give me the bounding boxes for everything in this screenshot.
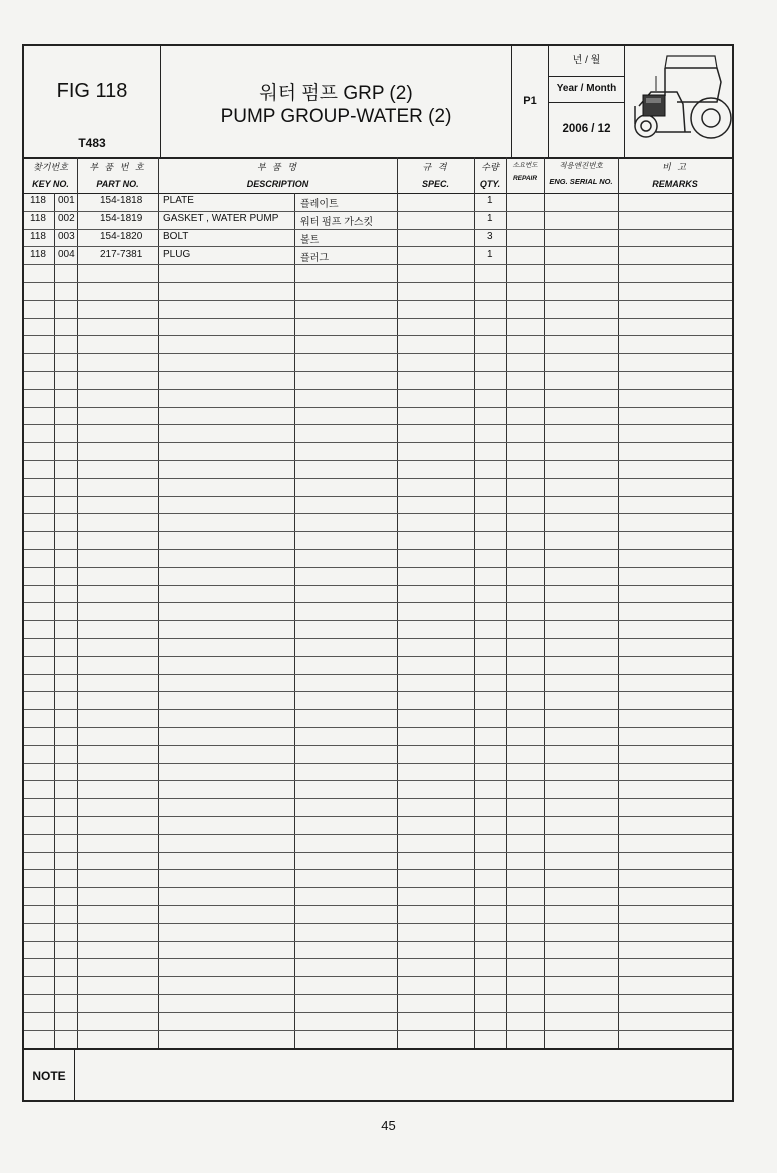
row-desc-ko: 플레이트 bbox=[300, 199, 339, 210]
grid-hline bbox=[24, 869, 732, 870]
date-label-english: Year / Month bbox=[549, 76, 624, 103]
grid-hline bbox=[24, 335, 732, 336]
table-row bbox=[24, 193, 732, 211]
tractor-icon bbox=[625, 46, 732, 157]
grid-hline bbox=[24, 567, 732, 568]
grid-hline bbox=[24, 798, 732, 799]
row-qty: 1 bbox=[487, 195, 493, 206]
row-desc-en: BOLT bbox=[163, 231, 189, 242]
row-key: 001 bbox=[58, 195, 75, 206]
row-fig: 118 bbox=[30, 195, 46, 206]
grid-hline bbox=[24, 424, 732, 425]
table-row bbox=[24, 247, 732, 265]
row-part: 154-1820 bbox=[100, 231, 143, 242]
grid-hline bbox=[24, 389, 732, 390]
col-part bbox=[77, 157, 158, 193]
row-part: 217-7381 bbox=[100, 249, 143, 260]
col-spec bbox=[397, 157, 474, 193]
row-desc-en: PLATE bbox=[163, 195, 194, 206]
title-english: PUMP GROUP-WATER (2) bbox=[220, 106, 452, 127]
grid-hline bbox=[24, 531, 732, 532]
grid-hline bbox=[24, 353, 732, 354]
grid-hline bbox=[24, 478, 732, 479]
col-key-ko: 찾기번호 bbox=[33, 162, 68, 172]
col-desc-en: DESCRIPTION bbox=[246, 179, 309, 189]
grid-hline bbox=[24, 300, 732, 301]
col-key-en: KEY NO. bbox=[32, 179, 69, 189]
grid-hline bbox=[24, 638, 732, 639]
grid-hline bbox=[24, 513, 732, 514]
grid-hline bbox=[24, 852, 732, 853]
col-spec-ko: 규 격 bbox=[422, 162, 449, 172]
grid-hline bbox=[24, 549, 732, 550]
date-value: 2006 / 12 bbox=[562, 123, 611, 135]
grid-hline bbox=[24, 371, 732, 372]
grid-hline bbox=[24, 318, 732, 319]
row-part: 154-1819 bbox=[100, 213, 143, 224]
row-qty: 1 bbox=[487, 249, 493, 260]
row-key: 003 bbox=[58, 231, 75, 242]
row-desc-en: GASKET , WATER PUMP bbox=[163, 213, 279, 224]
grid-hline bbox=[24, 905, 732, 906]
row-fig: 118 bbox=[30, 231, 46, 242]
grid-hline bbox=[24, 407, 732, 408]
col-repair bbox=[506, 157, 544, 193]
grid-hline bbox=[24, 496, 732, 497]
col-remarks bbox=[618, 157, 732, 193]
fig-cell bbox=[24, 46, 161, 157]
row-key: 002 bbox=[58, 213, 75, 224]
row-desc-ko: 워터 펌프 가스킷 bbox=[300, 217, 374, 228]
row-fig: 118 bbox=[30, 249, 46, 260]
row-qty: 3 bbox=[487, 231, 493, 242]
page-code: P1 bbox=[523, 95, 537, 107]
page-cell bbox=[512, 46, 549, 157]
fig-label: FIG 118 bbox=[56, 80, 128, 102]
row-desc-ko: 플러그 bbox=[300, 253, 329, 264]
row-key: 004 bbox=[58, 249, 75, 260]
col-remarks-ko: 비 고 bbox=[662, 162, 688, 172]
grid-hline bbox=[24, 282, 732, 283]
grid-hline bbox=[24, 976, 732, 977]
grid-hline bbox=[24, 923, 732, 924]
col-serial-en: ENG. SERIAL NO. bbox=[549, 177, 613, 186]
image-cell bbox=[625, 46, 732, 157]
col-desc-ko: 부 품 명 bbox=[256, 162, 299, 172]
fig-code: T483 bbox=[78, 136, 106, 150]
col-serial bbox=[544, 157, 618, 193]
row-desc-en: PLUG bbox=[163, 249, 191, 260]
col-qty-en: QTY. bbox=[479, 179, 501, 189]
grid-hline bbox=[24, 887, 732, 888]
date-cell bbox=[549, 46, 625, 157]
grid-hline bbox=[24, 834, 732, 835]
col-repair-en: REPAIR bbox=[512, 175, 538, 182]
table-row bbox=[24, 229, 732, 247]
grid-hline bbox=[24, 691, 732, 692]
grid-hline bbox=[24, 745, 732, 746]
grid-hline bbox=[24, 442, 732, 443]
col-remarks-en: REMARKS bbox=[652, 179, 698, 189]
note-label: NOTE bbox=[24, 1050, 75, 1102]
col-description bbox=[158, 157, 397, 193]
grid-hline bbox=[24, 585, 732, 586]
col-qty bbox=[474, 157, 506, 193]
parts-sheet bbox=[22, 44, 734, 1102]
note-section bbox=[24, 1048, 732, 1102]
col-serial-ko: 적용엔진번호 bbox=[559, 161, 603, 170]
col-part-ko: 부 품 번 호 bbox=[89, 162, 146, 172]
grid-hline bbox=[24, 620, 732, 621]
grid-hline bbox=[24, 602, 732, 603]
grid-hline bbox=[24, 727, 732, 728]
row-qty: 1 bbox=[487, 213, 493, 224]
grid-hline bbox=[24, 958, 732, 959]
col-spec-en: SPEC. bbox=[421, 179, 449, 189]
table-row bbox=[24, 211, 732, 229]
grid-hline bbox=[24, 941, 732, 942]
col-key bbox=[24, 157, 77, 193]
grid-hline bbox=[24, 674, 732, 675]
col-repair-ko: 소요번도 bbox=[512, 162, 538, 169]
col-qty-ko: 수량 bbox=[481, 162, 499, 172]
row-part: 154-1818 bbox=[100, 195, 143, 206]
grid-hline bbox=[24, 656, 732, 657]
date-label-korean: 년 / 월 bbox=[549, 46, 624, 77]
title-korean: 워터 펌프 GRP (2) bbox=[259, 83, 413, 104]
grid-hline bbox=[24, 780, 732, 781]
grid-hline bbox=[24, 709, 732, 710]
title-cell bbox=[161, 46, 512, 157]
column-header-row bbox=[24, 157, 732, 194]
grid-hline bbox=[24, 1030, 732, 1031]
page-number: 45 bbox=[381, 1118, 396, 1133]
col-part-en: PART NO. bbox=[96, 179, 139, 189]
grid-hline bbox=[24, 816, 732, 817]
grid-hline bbox=[24, 1012, 732, 1013]
grid-hline bbox=[24, 460, 732, 461]
grid-hline bbox=[24, 763, 732, 764]
grid-hline bbox=[24, 994, 732, 995]
row-desc-ko: 볼트 bbox=[300, 235, 320, 246]
sheet-header bbox=[24, 46, 732, 159]
row-fig: 118 bbox=[30, 213, 46, 224]
